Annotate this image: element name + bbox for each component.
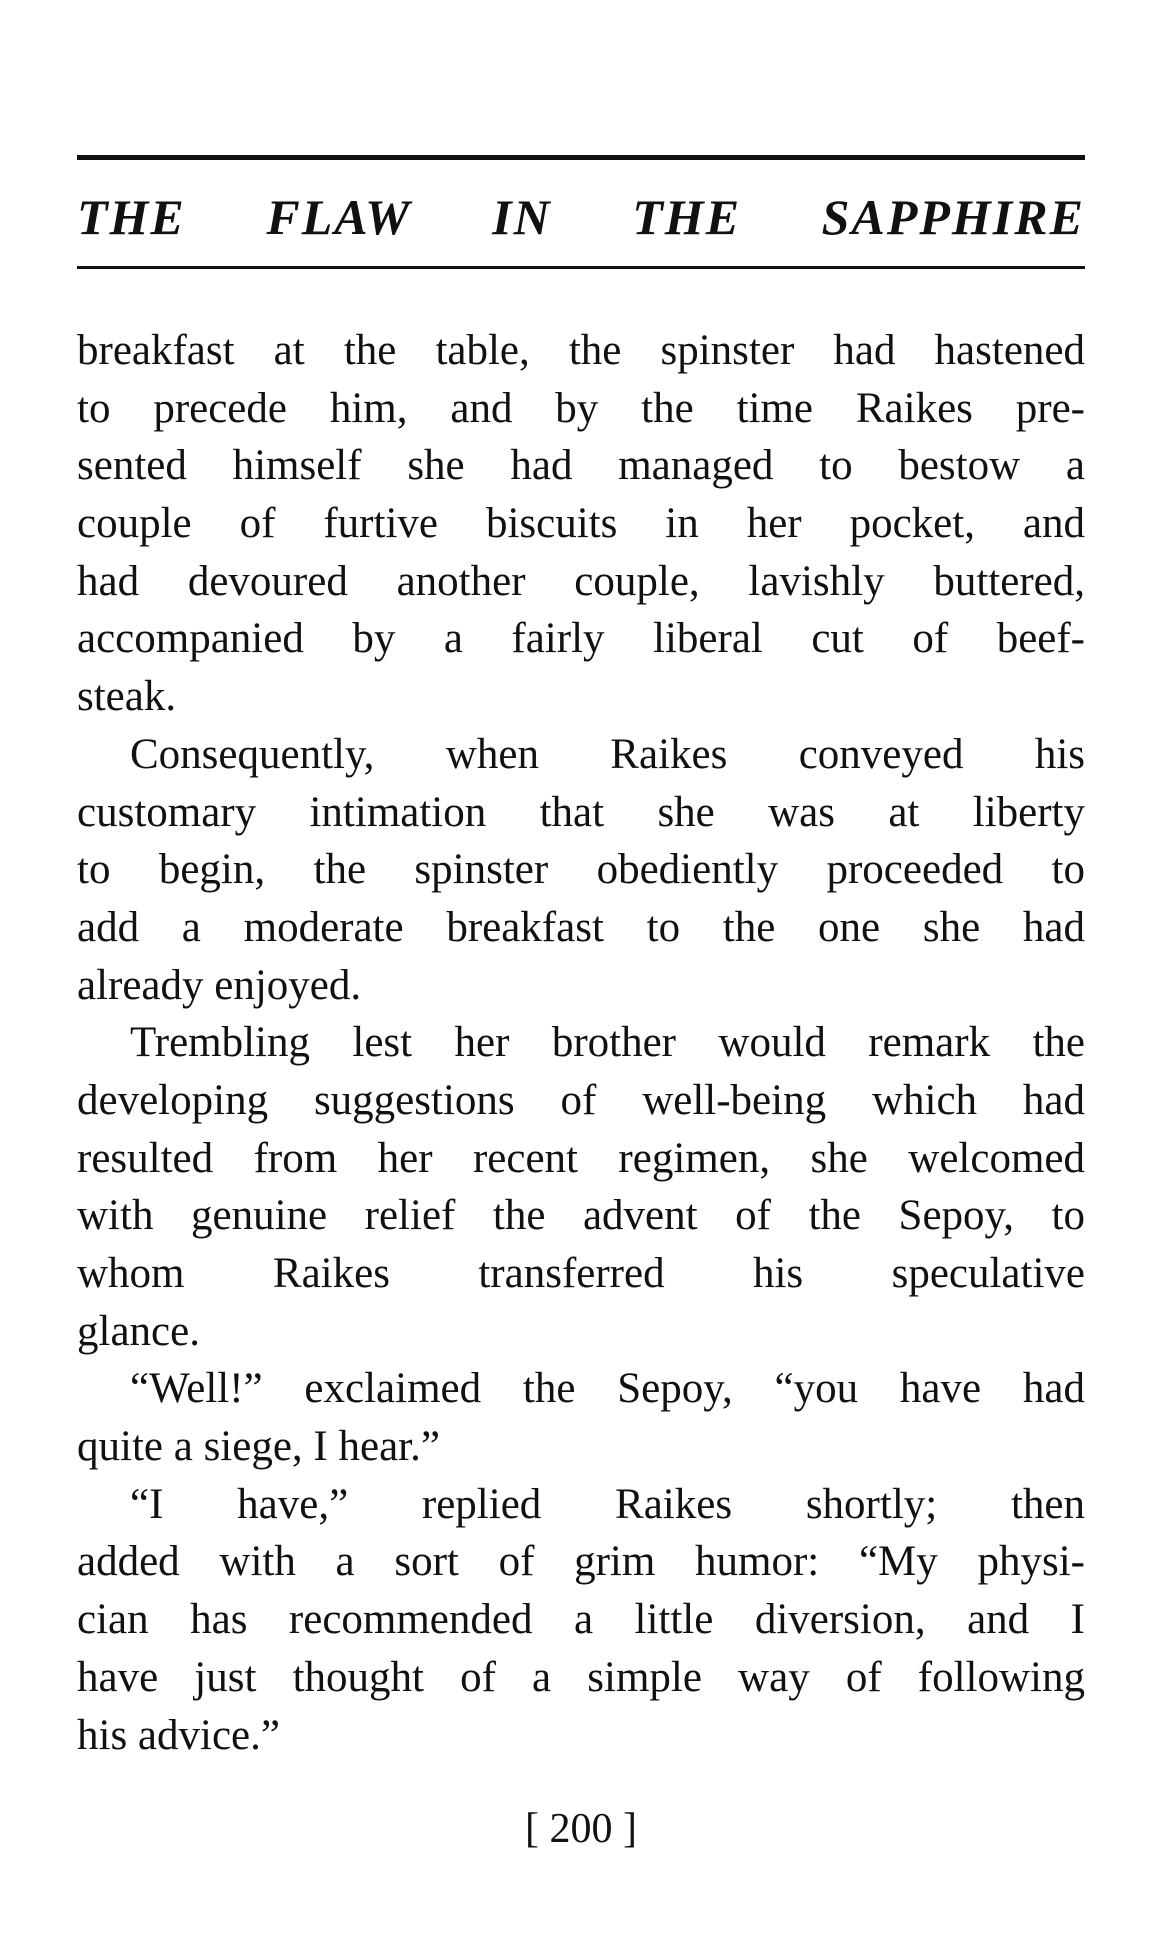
text-line: resulted from her recent regimen, she welcomed	[77, 1134, 1085, 1182]
text-line: developing suggestions of well-being which had	[77, 1076, 1085, 1124]
text-line: add a moderate breakfast to the one she had	[77, 903, 1085, 951]
text-line: Trembling lest her brother would remark the	[130, 1019, 1085, 1067]
text-line: have just thought of a simple way of following	[77, 1653, 1085, 1701]
bottom-rule	[77, 266, 1085, 269]
text-line: added with a sort of grim humor: “My physi-	[77, 1538, 1085, 1586]
text-line: cian has recommended a little diversion, and I	[77, 1596, 1085, 1644]
text-line: quite a siege, I hear.”	[77, 1423, 440, 1471]
text-line: already enjoyed.	[77, 961, 362, 1009]
paragraph	[77, 1360, 1085, 1475]
text-line: his advice.”	[77, 1711, 280, 1759]
paragraph	[77, 1476, 1085, 1764]
text-line: accompanied by a fairly liberal cut of beef-	[77, 615, 1085, 663]
running-head-word: SAPPHIRE	[821, 189, 1085, 245]
text-line: to precede him, and by the time Raikes pre-	[77, 384, 1085, 432]
text-line: steak.	[77, 673, 177, 721]
running-head	[77, 182, 1085, 252]
text-line: with genuine relief the advent of the Sepoy, to	[77, 1192, 1085, 1240]
text-line: had devoured another couple, lavishly buttered,	[77, 557, 1085, 605]
paragraph	[77, 322, 1085, 726]
running-head-word: THE	[77, 189, 186, 245]
paragraph	[77, 726, 1085, 1014]
text-line: sented himself she had managed to bestow a	[77, 442, 1085, 490]
running-head-word: IN	[492, 189, 552, 245]
text-line: breakfast at the table, the spinster had hastened	[77, 327, 1085, 374]
paragraph	[77, 1014, 1085, 1360]
text-line: “I have,” replied Raikes shortly; then	[130, 1480, 1085, 1528]
page-number: [ 200 ]	[525, 1806, 637, 1852]
text-line: couple of furtive biscuits in her pocket, and	[77, 500, 1085, 548]
text-line: Consequently, when Raikes conveyed his	[130, 730, 1085, 778]
text-line: to begin, the spinster obediently proceeded to	[77, 846, 1085, 894]
body-text	[77, 322, 1085, 1764]
running-head-word: FLAW	[266, 189, 412, 245]
top-rule	[77, 155, 1085, 160]
text-line: glance.	[77, 1307, 200, 1355]
text-line: “Well!” exclaimed the Sepoy, “you have had	[130, 1365, 1085, 1413]
running-head-word: THE	[632, 189, 742, 245]
text-line: customary intimation that she was at liberty	[77, 788, 1085, 836]
text-line: whom Raikes transferred his speculative	[77, 1250, 1085, 1297]
